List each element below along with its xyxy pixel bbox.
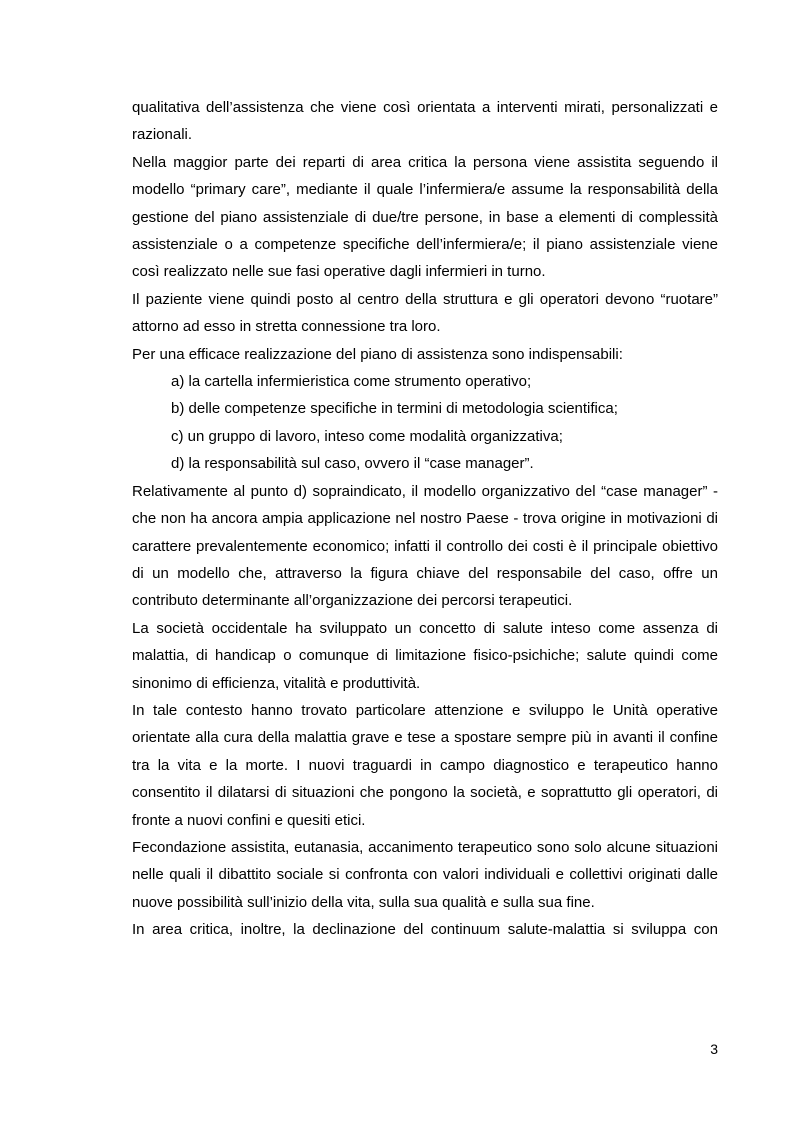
- page-number: 3: [710, 1041, 718, 1057]
- list-item: b) delle competenze specifiche in termini di metodologia scientifica;: [171, 400, 618, 418]
- paragraph-context: In tale contesto hanno trovato particolare attenzione e sviluppo le Unità operative orientate alla cura della malattia grave e tese a spostare sempre più in avanti il confine tra la vita e la morte. I nuovi traguardi in campo diagnostico e terapeutico hanno consentito il dilatarsi di situazioni che pongono la società, e soprattutto gli operatori, di fronte a nuovi confini e quesiti etici.: [132, 701, 718, 829]
- body-text: [132, 94, 718, 944]
- paragraph-health-concept: La società occidentale ha sviluppato un concetto di salute inteso come assenza di malattia, di handicap o comunque di limitazione fisico-psichiche; salute quindi come sinonimo di efficienza, vitalità e produttività.: [132, 619, 718, 692]
- paragraph-patient-center: Il paziente viene quindi posto al centro della struttura e gli operatori devono “ruotare” attorno ad esso in stretta connessione tra loro.: [132, 290, 718, 336]
- list-item: c) un gruppo di lavoro, inteso come modalità organizzativa;: [171, 427, 563, 445]
- paragraph-continuation: qualitativa dell’assistenza che viene così orientata a interventi mirati, personalizzati e razionali.: [132, 99, 718, 144]
- paragraph-primary-care: Nella maggior parte dei reparti di area critica la persona viene assistita seguendo il modello “primary care”, mediante il quale l’infermiera/e assume la responsabilità della gestione del piano assistenziale di due/tre persone, in base a elementi di complessità assistenziale o a competenze specifiche dell’infermiera/e; il piano assistenziale viene così realizzato nelle sue fasi operative dagli infermieri in turno.: [132, 153, 718, 281]
- requirements-list: [132, 368, 718, 478]
- list-item: a) la cartella infermieristica come strumento operativo;: [171, 373, 532, 391]
- paragraph-list-intro: Per una efficace realizzazione del piano di assistenza sono indispensabili:: [132, 345, 623, 363]
- paragraph-ethics: Fecondazione assistita, eutanasia, accanimento terapeutico sono solo alcune situazioni nelle quali il dibattito sociale si confronta con valori individuali e collettivi originati dalle nuove possibilità sull’inizio della vita, sulla sua qualità e sulla sua fine.: [132, 838, 718, 911]
- paragraph-case-manager: Relativamente al punto d) sopraindicato, il modello organizzativo del “case manager” - che non ha ancora ampia applicazione nel nostro Paese - trova origine in motivazioni di carattere prevalentemente economico; infatti il controllo dei costi è il principale obiettivo di un modello che, attraverso la figura chiave del responsabile del caso, offre un contributo determinante all’organizzazione dei percorsi terapeutici.: [132, 482, 718, 610]
- paragraph-critical-area: In area critica, inoltre, la declinazione del continuum salute-malattia si sviluppa con: [132, 921, 718, 939]
- list-item: d) la responsabilità sul caso, ovvero il “case manager”.: [171, 455, 534, 473]
